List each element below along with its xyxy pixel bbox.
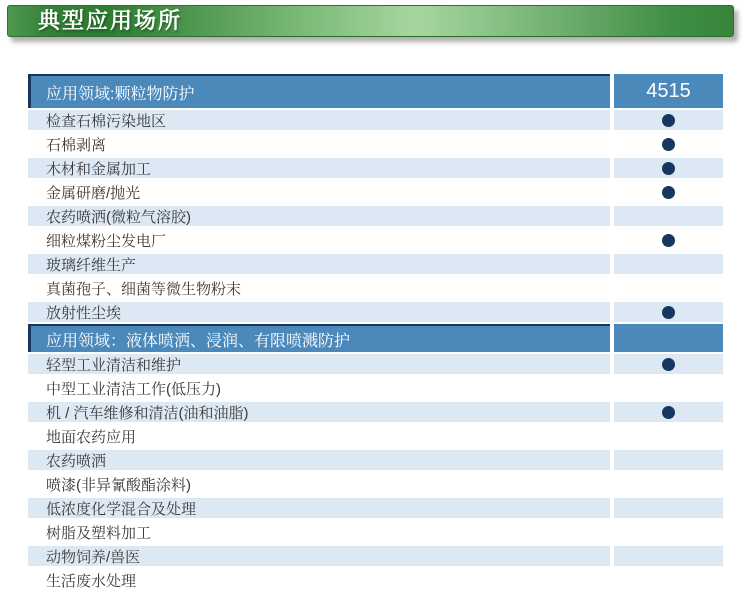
- section-header-right-cell: [614, 324, 723, 352]
- application-table: [28, 74, 723, 592]
- table-row: [28, 400, 723, 424]
- application-label: 检查石棉污染地区: [28, 110, 610, 130]
- table-row: [28, 276, 723, 300]
- application-label: 金属研磨/抛光: [28, 182, 610, 202]
- applicability-cell: [614, 134, 723, 154]
- table-row: [28, 424, 723, 448]
- applicability-dot-icon: [662, 162, 675, 175]
- table-row: [28, 520, 723, 544]
- applicability-cell: [614, 206, 723, 226]
- applicability-cell: [614, 450, 723, 470]
- application-label: 生活废水处理: [28, 570, 610, 590]
- section-header-label: 应用领域：液体喷洒、浸润、有限喷溅防护: [28, 324, 610, 352]
- applicability-cell: [614, 254, 723, 274]
- table-row: [28, 496, 723, 520]
- application-label: 细粒煤粉尘发电厂: [28, 230, 610, 250]
- application-label: 低浓度化学混合及处理: [28, 498, 610, 518]
- application-label: 轻型工业清洁和维护: [28, 354, 610, 374]
- application-label: 农药喷洒(微粒气溶胶): [28, 206, 610, 226]
- table-row: [28, 472, 723, 496]
- table-row: [28, 252, 723, 276]
- section-header-row: [28, 74, 723, 108]
- table-row: [28, 544, 723, 568]
- table-row: [28, 228, 723, 252]
- applicability-dot-icon: [662, 406, 675, 419]
- applicability-cell: [614, 498, 723, 518]
- applicability-cell: [614, 158, 723, 178]
- applicability-dot-icon: [662, 138, 675, 151]
- table-row: [28, 300, 723, 324]
- applicability-cell: [614, 546, 723, 566]
- application-label: 动物饲养/兽医: [28, 546, 610, 566]
- product-model-header: 4515: [614, 74, 723, 108]
- applicability-cell: [614, 278, 723, 298]
- applicability-dot-icon: [662, 114, 675, 127]
- application-label: 树脂及塑料加工: [28, 522, 610, 542]
- applicability-cell: [614, 378, 723, 398]
- application-label: 真菌孢子、细菌等微生物粉末: [28, 278, 610, 298]
- applicability-dot-icon: [662, 306, 675, 319]
- applicability-cell: [614, 354, 723, 374]
- applicability-dot-icon: [662, 186, 675, 199]
- applicability-dot-icon: [662, 358, 675, 371]
- application-label: 农药喷洒: [28, 450, 610, 470]
- application-label: 木材和金属加工: [28, 158, 610, 178]
- application-label: 放射性尘埃: [28, 302, 610, 322]
- section-header-label: 应用领域:颗粒物防护: [28, 74, 610, 108]
- table-row: [28, 180, 723, 204]
- page-title-banner: [7, 5, 734, 37]
- application-label: 喷漆(非异氰酸酯涂料): [28, 474, 610, 494]
- application-label: 中型工业清洁工作(低压力): [28, 378, 610, 398]
- applicability-cell: [614, 230, 723, 250]
- application-label: 机 / 汽车维修和清洁(油和油脂): [28, 402, 610, 422]
- application-label: 石棉剥离: [28, 134, 610, 154]
- application-label: 玻璃纤维生产: [28, 254, 610, 274]
- applicability-dot-icon: [662, 234, 675, 247]
- table-row: [28, 132, 723, 156]
- table-row: [28, 352, 723, 376]
- table-row: [28, 204, 723, 228]
- section-header-row: [28, 324, 723, 352]
- table-row: [28, 568, 723, 592]
- applicability-cell: [614, 402, 723, 422]
- table-row: [28, 108, 723, 132]
- application-label: 地面农药应用: [28, 426, 610, 446]
- applicability-cell: [614, 426, 723, 446]
- page-title: 典型应用场所: [38, 8, 183, 33]
- applicability-cell: [614, 570, 723, 590]
- applicability-cell: [614, 182, 723, 202]
- applicability-cell: [614, 474, 723, 494]
- table-row: [28, 376, 723, 400]
- applicability-cell: [614, 522, 723, 542]
- table-row: [28, 156, 723, 180]
- table-row: [28, 448, 723, 472]
- applicability-cell: [614, 110, 723, 130]
- applicability-cell: [614, 302, 723, 322]
